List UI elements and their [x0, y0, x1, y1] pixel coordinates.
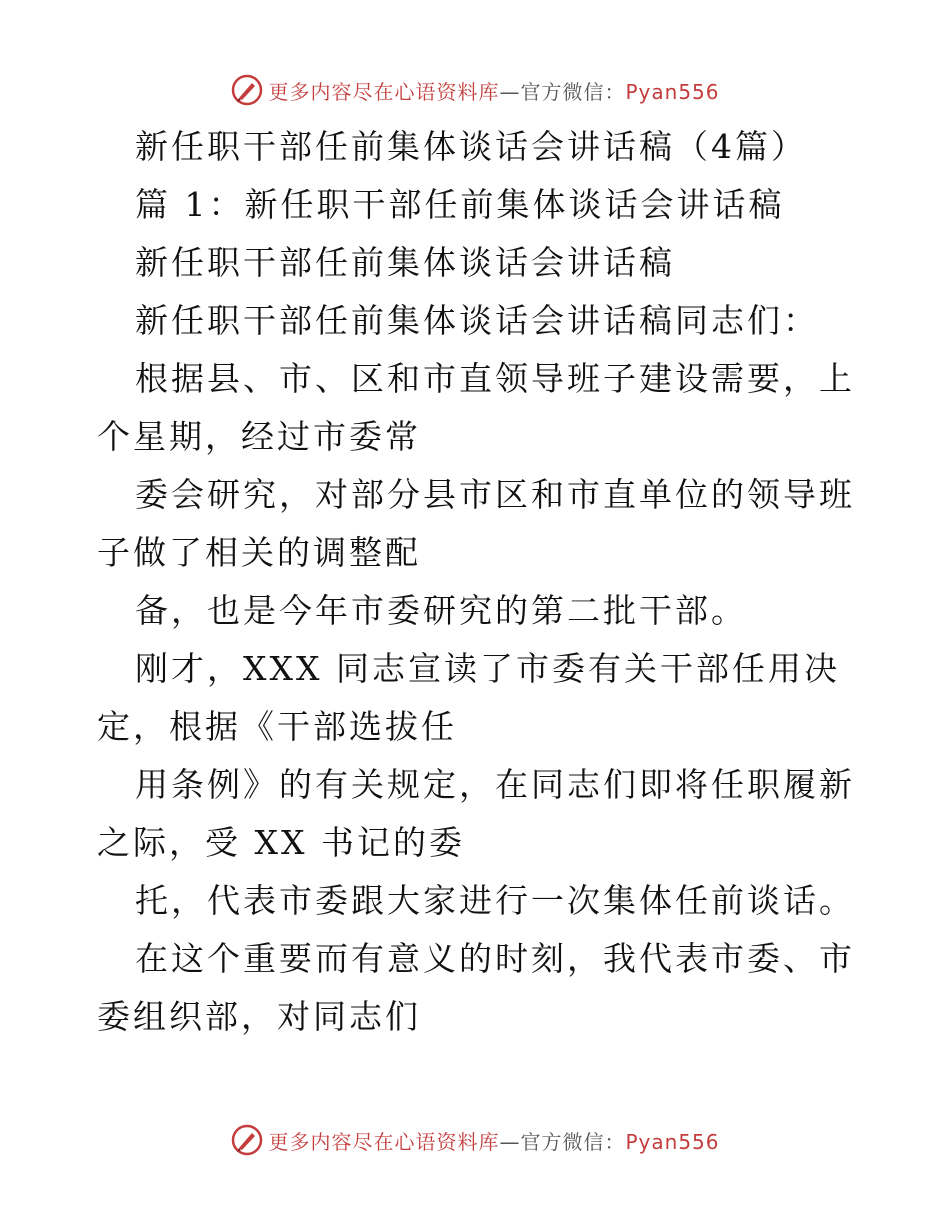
banner-wechat-label: 官方微信： — [520, 1129, 626, 1154]
paragraph: 委会研究，对部分县市区和市直单位的领导班子做了相关的调整配 — [97, 475, 855, 572]
paragraph: 在这个重要而有意义的时刻，我代表市委、市委组织部，对同志们 — [97, 939, 855, 1036]
paragraph: 用条例》的有关规定，在同志们即将任职履新之际，受 XX 书记的委 — [97, 765, 855, 862]
paragraph: 根据县、市、区和市直领导班子建设需要，上个星期，经过市委常 — [97, 359, 855, 456]
banner-slogan: 更多内容尽在心语资料库 — [268, 1129, 500, 1154]
document-body — [97, 118, 857, 1046]
document-title: 新任职干部任前集体谈话会讲话稿（4篇） — [135, 127, 807, 166]
banner-slogan: 更多内容尽在心语资料库 — [268, 79, 500, 104]
banner-wechat-handle: Pyan556 — [625, 1129, 720, 1154]
paragraph: 备，也是今年市委研究的第二批干部。 — [135, 591, 747, 630]
banner-text — [268, 1126, 719, 1155]
header-watermark-banner — [0, 70, 950, 110]
footer-watermark-banner — [0, 1120, 950, 1160]
paragraph: 刚才，XXX 同志宣读了市委有关干部任用决定，根据《干部选拔任 — [97, 649, 840, 746]
quill-pen-logo-icon — [230, 73, 264, 107]
quill-pen-logo-icon — [230, 1123, 264, 1157]
banner-text — [268, 76, 719, 105]
banner-dash: — — [499, 1129, 521, 1154]
banner-wechat-label: 官方微信： — [520, 79, 626, 104]
section-heading: 篇 1：新任职干部任前集体谈话会讲话稿 — [135, 185, 785, 224]
speech-title: 新任职干部任前集体谈话会讲话稿 — [135, 243, 675, 282]
banner-dash: — — [499, 79, 521, 104]
banner-wechat-handle: Pyan556 — [625, 79, 720, 104]
paragraph: 新任职干部任前集体谈话会讲话稿同志们： — [135, 301, 819, 340]
paragraph: 托，代表市委跟大家进行一次集体任前谈话。 — [135, 881, 855, 920]
